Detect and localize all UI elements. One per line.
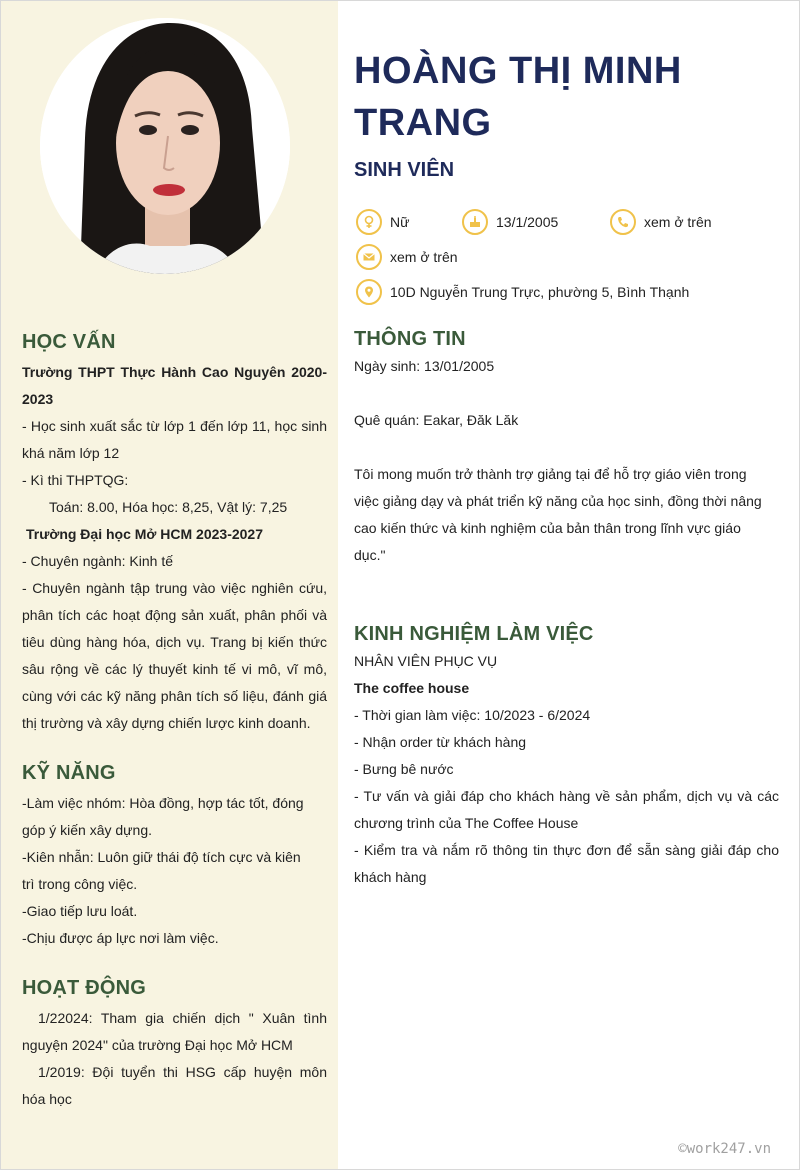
activities-block <box>22 1005 327 1113</box>
experience-position: NHÂN VIÊN PHỤC VỤ <box>354 653 498 669</box>
education-title: HỌC VẤN <box>22 331 116 353</box>
candidate-name: HOÀNG THỊ MINH TRANG <box>354 50 682 144</box>
experience-item: - Bưng bê nước <box>354 761 454 777</box>
info-title: THÔNG TIN <box>354 328 466 350</box>
contact-address <box>356 279 689 305</box>
education-line: - Kì thi THPTQG: <box>22 472 129 488</box>
avatar <box>40 18 290 274</box>
education-school-1: Trường THPT Thực Hành Cao Nguyên 2020-2023 <box>22 364 327 407</box>
experience-block <box>354 648 779 891</box>
contact-phone-value: xem ở trên <box>644 214 712 230</box>
info-dob: Ngày sinh: 13/01/2005 <box>354 358 495 374</box>
experience-item: - Nhận order từ khách hàng <box>354 734 527 750</box>
activity-item: 1/22024: Tham gia chiến dịch " Xuân tình nguyện 2024" của trường Đại học Mở HCM <box>22 1010 327 1053</box>
gender-icon <box>356 209 382 235</box>
experience-item: - Thời gian làm việc: 10/2023 - 6/2024 <box>354 707 591 723</box>
skills-title: KỸ NĂNG <box>22 762 116 784</box>
birthday-cake-icon <box>462 209 488 235</box>
contact-address-value: 10D Nguyễn Trung Trực, phường 5, Bình Thạnh <box>390 284 690 300</box>
education-line: - Học sinh xuất sắc từ lớp 1 đến lớp 11, học sinh khá năm lớp 12 <box>22 418 327 461</box>
education-scores: Toán: 8.00, Hóa học: 8,25, Vật lý: 7,25 <box>49 499 288 515</box>
skill-item: -Kiên nhẫn: Luôn giữ thái độ tích cực và kiên trì trong công việc. <box>22 849 301 892</box>
experience-company: The coffee house <box>354 680 470 696</box>
contact-gender-value: Nữ <box>390 214 410 230</box>
phone-icon <box>610 209 636 235</box>
info-block <box>354 353 779 569</box>
watermark: ©work247.vn <box>678 1141 771 1157</box>
skills-block <box>22 790 312 952</box>
activity-item: 1/2019: Đội tuyển thi HSG cấp huyện môn hóa học <box>22 1064 327 1107</box>
education-school-2: Trường Đại học Mở HCM 2023-2027 <box>26 526 263 542</box>
email-icon <box>356 244 382 270</box>
info-objective: Tôi mong muốn trở thành trợ giảng tại để hỗ trợ giáo viên trong việc giảng dạy và phát triển kỹ năng của học sinh, đồng thời nâng cao kiến thức và kinh nghiệm của bản thân trong lĩnh vực giáo dục." <box>354 466 762 563</box>
education-block <box>22 359 327 737</box>
location-icon <box>356 279 382 305</box>
skill-item: -Làm việc nhóm: Hòa đồng, hợp tác tốt, đóng góp ý kiến xây dựng. <box>22 795 304 838</box>
experience-item: - Tư vấn và giải đáp cho khách hàng về sản phẩm, dịch vụ và các chương trình của The Coffee House <box>354 788 779 831</box>
contact-email-value: xem ở trên <box>390 249 458 265</box>
contact-email <box>356 244 458 270</box>
contact-birthday <box>462 209 558 235</box>
sidebar <box>1 1 338 1169</box>
contact-birthday-value: 13/1/2005 <box>496 214 559 230</box>
contact-gender <box>356 209 409 235</box>
contact-phone <box>610 209 712 235</box>
experience-title: KINH NGHIỆM LÀM VIỆC <box>354 623 594 645</box>
education-line: - Chuyên ngành tập trung vào việc nghiên cứu, phân tích các hoạt động sản xuất, phân phối và tiêu dùng hàng hóa, dịch vụ. Trang bị kiến thức sâu rộng về các lý thuyết kinh tế vi mô, vĩ mô, cùng với các kỹ năng phân tích số liệu, đánh giá thị trường và xây dựng chiến lược kinh doanh. <box>22 580 327 731</box>
info-hometown: Quê quán: Eakar, Đăk Lăk <box>354 412 519 428</box>
candidate-role: SINH VIÊN <box>354 159 455 181</box>
skill-item: -Giao tiếp lưu loát. <box>22 903 138 919</box>
skill-item: -Chịu được áp lực nơi làm việc. <box>22 930 219 946</box>
education-line: - Chuyên ngành: Kinh tế <box>22 553 173 569</box>
experience-item: - Kiểm tra và nắm rõ thông tin thực đơn để sẵn sàng giải đáp cho khách hàng <box>354 842 779 885</box>
activities-title: HOẠT ĐỘNG <box>22 977 147 999</box>
